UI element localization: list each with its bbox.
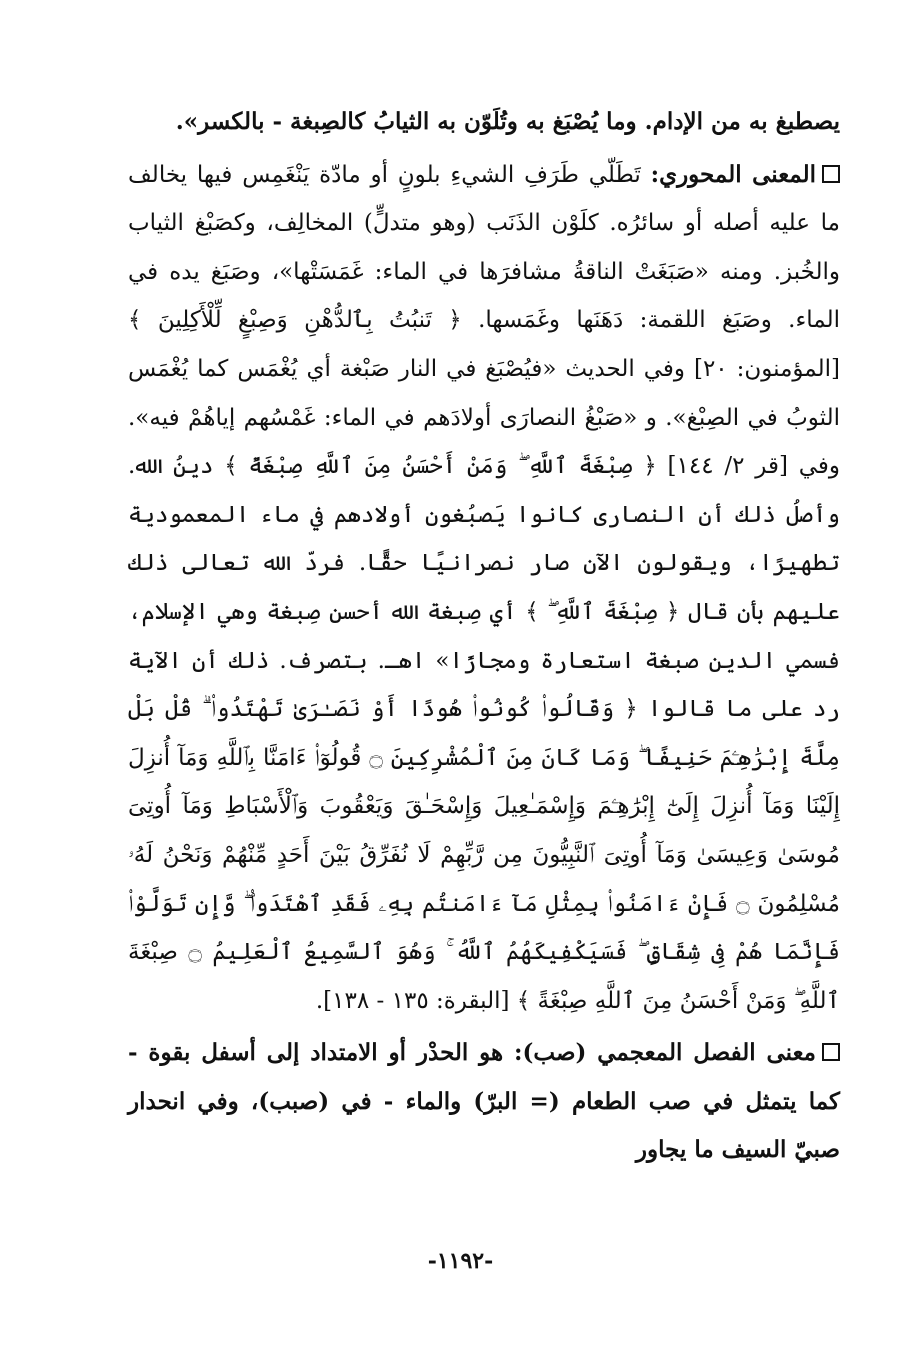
paragraph-core-meaning — [128, 151, 840, 1026]
lexical-meaning-text: معنى الفصل المعجمي (صب): هو الحدْر أو الامتداد إلى أسفل بقوة - كما يتمثل في صب الطعام (= البرّ) والماء - في (صبب)، وفي انحدار صبيّ السيف ما يجاور — [128, 1039, 840, 1164]
continuation-text: يصطبغ به من الإدام. وما يُصْبَغ به وتُلَوّن به الثيابُ كالصِبغة - بالكسر». — [175, 108, 840, 135]
core-meaning-text: تَطَلّي طَرَفِ الشيءِ بلونٍ أو مادّة يَنْغَمِس فيها يخالف ما عليه أصله أو سائرُه. كلَوْن الذَنَب (وهو متدلٍّ) المخالِف، وكصَبْغ الثياب والخُبز. ومنه «صَبَغَتْ الناقةُ مشافرَها في الماء: غَمَسَتْها»، وصَبَغ يده في الماء. وصَبَغ اللقمة: دَهَنَها وغَمَسها. ﴿ تَنبُتُ بِٱلدُّهْنِ وَصِبْغٍ لِّلْأَكِلِينَ ﴾ [المؤمنون: ٢٠] وفي الحديث «فيُصْبَغ في النار صَبْغة أي يُغْمَس كما يُغْمَس الثوبُ في الصِبْغ». و «صَبْغُ النصارَى أولادَهم في الماء: غَمْسُهم إياهُمْ فيه». وفي [قر ٢/ ١٤٤] ﴿ صِبْغَةَ ٱللَّهِ ۖ وَمَنْ أَحْسَنُ مِنَ ٱللَّهِ صِبْغَةً ﴾ دينُ الله. وأصلُ ذلك أن النصارى كانوا يَصبُغون أولادهم في ماء المعمودية تطهيرًا، ويقولون الآن صار نصرانيًا حقًّا. فردّ الله تعالى ذلك عليهم بأن قال ﴿ صِبْغَةَ ٱللَّهِ ۖ ﴾ أي صِبغة الله أحسن صِبغة وهي الإسلام، فسمي الدين صبغة استعارة ومجازًا» اهـ. بتصرف. ذلك أن الآية رد على ما قالوا ﴿ وَقَالُوا۟ كُونُوا۟ هُودًا أَوْ نَصَـٰرَىٰ تَهْتَدُوا۟ ۗ قُلْ بَلْ مِلَّةَ إِبْرَٰهِـۧمَ حَنِيفًا ۖ وَمَا كَانَ مِنَ ٱلْمُشْرِكِينَ ۝ قُولُوٓا۟ ءَامَنَّا بِٱللَّهِ وَمَآ أُنزِلَ إِلَيْنَا وَمَآ أُنزِلَ إِلَىٰٓ إِبْرَٰهِـۧمَ وَإِسْمَـٰعِيلَ وَإِسْحَـٰقَ وَيَعْقُوبَ وَٱلْأَسْبَاطِ وَمَآ أُوتِىَ مُوسَىٰ وَعِيسَىٰ وَمَآ أُوتِىَ ٱلنَّبِيُّونَ مِن رَّبِّهِمْ لَا نُفَرِّقُ بَيْنَ أَحَدٍ مِّنْهُمْ وَنَحْنُ لَهُۥ مُسْلِمُونَ ۝ فَإِنْ ءَامَنُوا۟ بِمِثْلِ مَآ ءَامَنتُم بِهِۦ فَقَدِ ٱهْتَدَوا۟ ۖ وَّإِن تَوَلَّوْا۟ فَإِنَّمَا هُمْ فِى شِقَاقٍ ۖ فَسَيَكْفِيكَهُمُ ٱللَّهُ ۚ وَهُوَ ٱلسَّمِيعُ ٱلْعَلِيمُ ۝ صِبْغَةَ ٱللَّهِ ۖ وَمَنْ أَحْسَنُ مِنَ ٱللَّهِ صِبْغَةً ﴾ [البقرة: ١٣٥ - ١٣٨]. — [128, 161, 840, 1014]
paragraph-lexical-meaning — [128, 1029, 840, 1175]
square-bullet-icon — [822, 165, 840, 183]
paragraph-continuation — [128, 98, 840, 147]
page-body — [128, 98, 840, 1175]
core-meaning-label: المعنى المحوري: — [650, 160, 816, 188]
page-number: -١١٩٢- — [427, 1248, 494, 1274]
square-bullet-icon — [822, 1043, 840, 1061]
